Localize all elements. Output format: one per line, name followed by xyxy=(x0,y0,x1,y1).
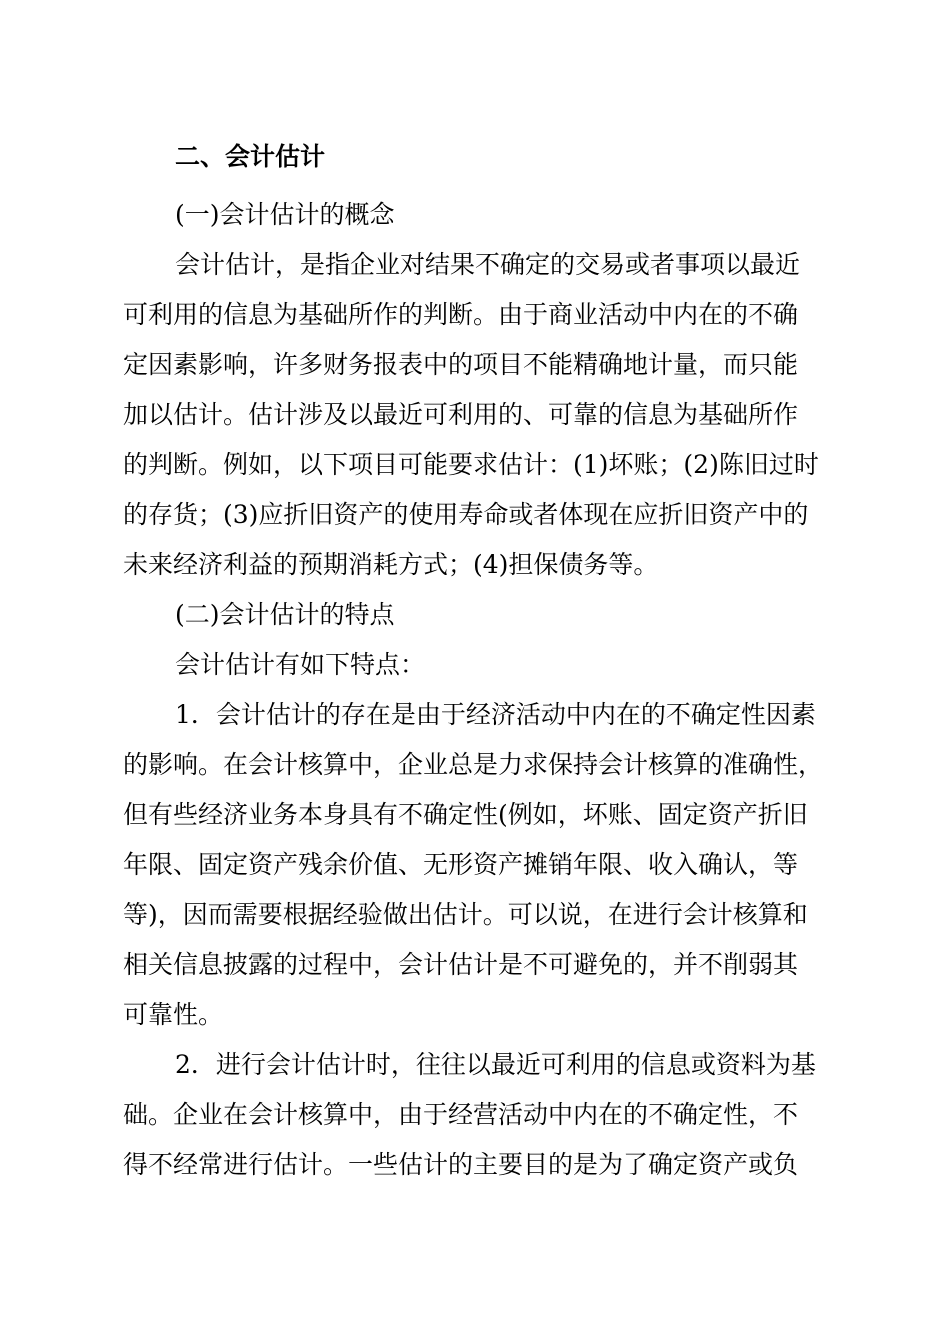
section-heading: 二、会计估计 xyxy=(175,142,326,171)
subsection-2-title-block xyxy=(123,590,838,690)
paragraph-line: 得不经常进行估计。一些估计的主要目的是为了确定资产或负 xyxy=(123,1150,799,1179)
paragraph-line: 2．进行会计估计时，往往以最近可利用的信息或资料为基 xyxy=(175,1050,816,1079)
paragraph-line: 加以估计。估计涉及以最近可利用的、可靠的信息为基础所作 xyxy=(123,400,799,429)
paragraph-line: 等)，因而需要根据经验做出估计。可以说，在进行会计核算和 xyxy=(123,900,808,929)
paragraph-line: 1．会计估计的存在是由于经济活动中内在的不确定性因素 xyxy=(175,700,816,729)
paragraph-line: 未来经济利益的预期消耗方式；(4)担保债务等。 xyxy=(123,550,659,579)
subsection-1-paragraph xyxy=(123,240,838,590)
subsection-2-title: (二)会计估计的特点 xyxy=(175,600,395,629)
point-1-paragraph xyxy=(123,690,838,1040)
subsection-1-title: (一)会计估计的概念 xyxy=(175,200,395,229)
paragraph-line: 可利用的信息为基础所作的判断。由于商业活动中内在的不确 xyxy=(123,300,799,329)
paragraph-line: 年限、固定资产残余价值、无形资产摊销年限、收入确认，等 xyxy=(123,850,799,879)
paragraph-line: 但有些经济业务本身具有不确定性(例如，坏账、固定资产折旧 xyxy=(123,800,808,829)
subsection-1-title-block xyxy=(123,190,838,240)
paragraph-line: 础。企业在会计核算中，由于经营活动中内在的不确定性，不 xyxy=(123,1100,799,1129)
paragraph-line: 定因素影响，许多财务报表中的项目不能精确地计量，而只能 xyxy=(123,350,799,379)
point-2-paragraph xyxy=(123,1040,838,1190)
paragraph-line: 可靠性。 xyxy=(123,1000,224,1029)
paragraph-line: 相关信息披露的过程中，会计估计是不可避免的，并不削弱其 xyxy=(123,950,799,979)
paragraph-line: 会计估计，是指企业对结果不确定的交易或者事项以最近 xyxy=(175,250,801,279)
paragraph-line: 的判断。例如，以下项目可能要求估计：(1)坏账；(2)陈旧过时 xyxy=(123,450,819,479)
paragraph-line: 的存货；(3)应折旧资产的使用寿命或者体现在应折旧资产中的 xyxy=(123,500,809,529)
paragraph-line: 的影响。在会计核算中，企业总是力求保持会计核算的准确性， xyxy=(123,750,824,779)
subsection-2-intro: 会计估计有如下特点： xyxy=(175,650,426,679)
